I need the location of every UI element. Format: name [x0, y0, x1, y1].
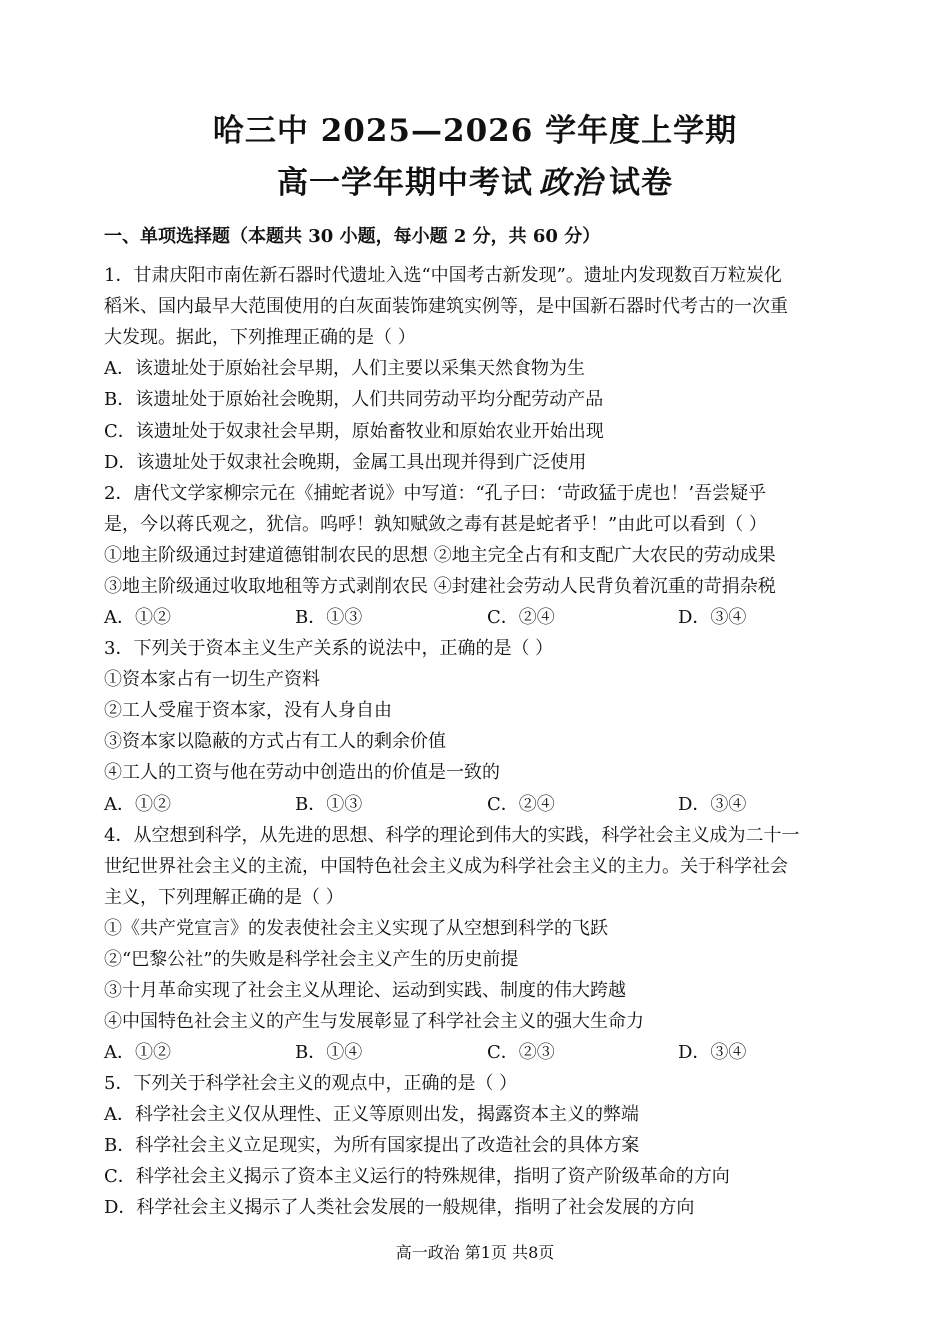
q3-choice-d: D．③④: [678, 794, 747, 815]
q2-choice-c: C．②④: [487, 607, 555, 628]
q5-option-b: B．科学社会主义立足现实，为所有国家提出了改造社会的具体方案: [104, 1135, 640, 1156]
exam-title-line1: 哈三中 2025—2026 学年度上学期: [212, 113, 738, 149]
q1-option-c: C．该遗址处于奴隶社会早期，原始畜牧业和原始农业开始出现: [104, 421, 604, 442]
q1-stem-line-2: 稻米、国内最早大范围使用的白灰面装饰建筑实例等，是中国新石器时代考古的一次重: [104, 296, 788, 317]
q4-statement-2: ②“巴黎公社”的失败是科学社会主义产生的历史前提: [104, 949, 519, 970]
q4-choice-b: B．①④: [295, 1042, 363, 1063]
q4-stem-line-3: 主义，下列理解正确的是（ ）: [104, 887, 344, 908]
exam-title-line2: [0, 157, 950, 202]
q4-choice-d: D．③④: [678, 1042, 747, 1063]
q5-option-d: D．科学社会主义揭示了人类社会发展的一般规律，指明了社会发展的方向: [104, 1197, 695, 1218]
q3-statement-2: ②工人受雇于资本家，没有人身自由: [104, 700, 392, 721]
q4-stem-line-2: 世纪世界社会主义的主流，中国特色社会主义成为科学社会主义的主力。关于科学社会: [104, 856, 788, 877]
q2-choice-d: D．③④: [678, 607, 747, 628]
q1-stem-line-3: 大发现。据此，下列推理正确的是（ ）: [104, 327, 416, 348]
title-subject: 政治: [539, 165, 603, 201]
q5-option-a: A．科学社会主义仅从理性、正义等原则出发，揭露资本主义的弊端: [104, 1104, 639, 1125]
q2-stem-line-2: 是，今以蒋氏观之，犹信。呜呼！孰知赋敛之毒有甚是蛇者乎！”由此可以看到（ ）: [104, 514, 767, 535]
section-heading: 一、单项选择题（本题共 30 小题，每小题 2 分，共 60 分）: [104, 226, 601, 247]
q5-stem: 5．下列关于科学社会主义的观点中，正确的是（ ）: [104, 1073, 518, 1094]
q1-option-a: A．该遗址处于原始社会早期，人们主要以采集天然食物为生: [104, 358, 585, 379]
q2-stem-line-1: 2．唐代文学家柳宗元在《捕蛇者说》中写道：“孔子曰：‘苛政猛于虎也！’吾尝疑乎: [104, 483, 767, 504]
q4-choice-a: A．①②: [104, 1042, 171, 1063]
q1-option-b: B．该遗址处于原始社会晚期，人们共同劳动平均分配劳动产品: [104, 389, 604, 410]
q3-statement-1: ①资本家占有一切生产资料: [104, 669, 320, 690]
q3-statement-3: ③资本家以隐蔽的方式占有工人的剩余价值: [104, 731, 446, 752]
page-footer: 高一政治 第1页 共8页: [395, 1243, 555, 1262]
q5-option-c: C．科学社会主义揭示了资本主义运行的特殊规律，指明了资产阶级革命的方向: [104, 1166, 730, 1187]
q2-choice-a: A．①②: [104, 607, 171, 628]
q3-choice-c: C．②④: [487, 794, 555, 815]
title-prefix: 高一学年期中考试: [277, 165, 533, 201]
q3-choice-a: A．①②: [104, 794, 171, 815]
q1-stem-line-1: 1．甘肃庆阳市南佐新石器时代遗址入选“中国考古新发现”。遗址内发现数百万粒炭化: [104, 265, 782, 286]
q3-statement-4: ④工人的工资与他在劳动中创造出的价值是一致的: [104, 762, 500, 783]
q4-statement-4: ④中国特色社会主义的产生与发展彰显了科学社会主义的强大生命力: [104, 1011, 644, 1032]
q3-choice-b: B．①③: [295, 794, 363, 815]
q1-option-d: D．该遗址处于奴隶社会晚期，金属工具出现并得到广泛使用: [104, 452, 587, 473]
title-suffix: 试卷: [609, 165, 673, 201]
q2-choice-b: B．①③: [295, 607, 363, 628]
q2-statements-3-4: ③地主阶级通过收取地租等方式剥削农民 ④封建社会劳动人民背负着沉重的苛捐杂税: [104, 576, 776, 597]
q3-stem: 3．下列关于资本主义生产关系的说法中，正确的是（ ）: [104, 638, 554, 659]
q4-statement-1: ①《共产党宣言》的发表使社会主义实现了从空想到科学的飞跃: [104, 918, 608, 939]
q2-statements-1-2: ①地主阶级通过封建道德钳制农民的思想 ②地主完全占有和支配广大农民的劳动成果: [104, 545, 776, 566]
q4-choice-c: C．②③: [487, 1042, 555, 1063]
q4-stem-line-1: 4．从空想到科学，从先进的思想、科学的理论到伟大的实践，科学社会主义成为二十一: [104, 825, 800, 846]
q4-statement-3: ③十月革命实现了社会主义从理论、运动到实践、制度的伟大跨越: [104, 980, 626, 1001]
